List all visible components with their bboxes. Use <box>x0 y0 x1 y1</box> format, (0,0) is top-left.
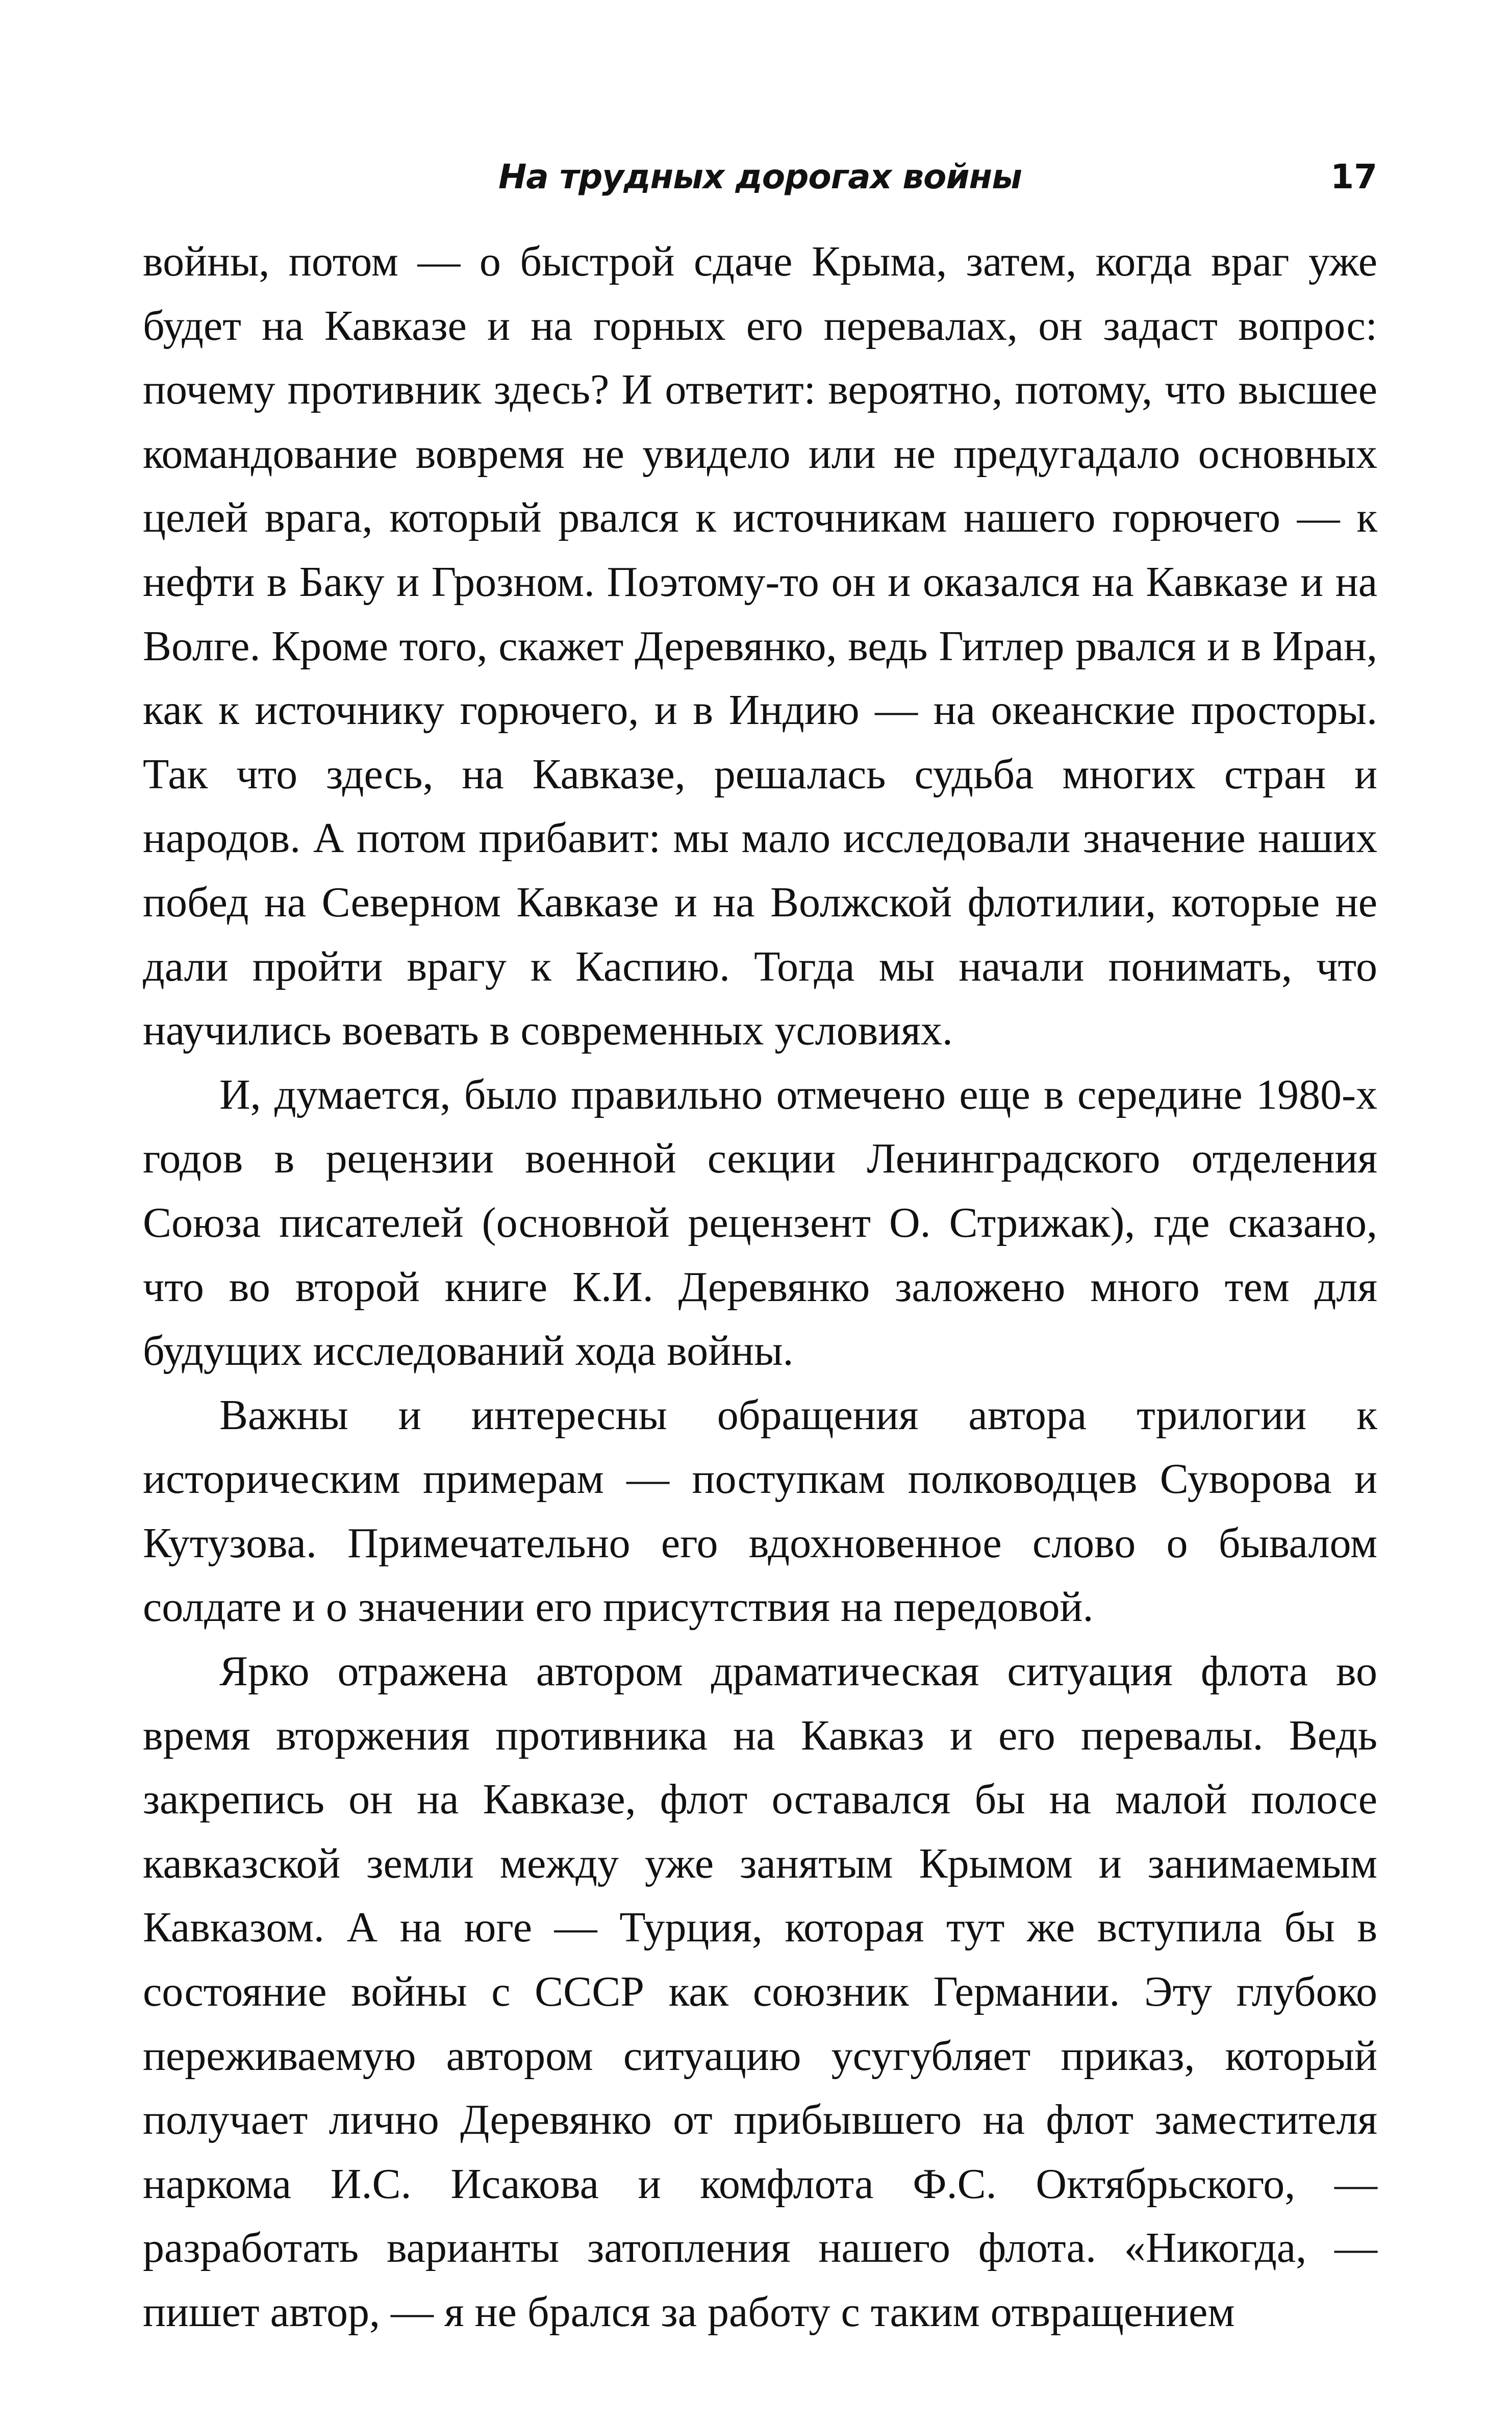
running-head <box>143 149 1377 210</box>
paragraph: Важны и интересны обращения автора трилогии к историческим примерам — поступкам полководцев Суворова и Кутузова. Примечательно его вдохновенное слово о бывалом солдате и о значении его присутствия на передовой. <box>143 1391 1377 1631</box>
paragraph: И, думается, было правильно отмечено еще в середине 1980-х годов в рецензии военной секции Ленинградского отделения Союза писателей (основной рецензент О. Стрижак), где сказано, что во второй книге К.И. Деревянко заложено много тем для будущих исследований хода войны. <box>143 1070 1377 1375</box>
body-text <box>143 230 1377 2344</box>
running-title: На трудных дорогах войны <box>498 157 1022 196</box>
paragraph: Ярко отражена автором драматическая ситуация флота во время вторжения противника на Кавказ и его перевалы. Ведь закрепись он на Кавказе, флот оставался бы на малой полосе кавказской земли между уже занятым Крымом и занимаемым Кавказом. А на юге — Турция, которая тут же вступила бы в состояние войны с СССР как союзник Германии. Эту глубоко переживаемую автором ситуацию усугубляет приказ, который получает лично Деревянко от прибывшего на флот заместителя наркома И.С. Исакова и комфлота Ф.С. Октябрьского, — разработать варианты затопления нашего флота. «Никогда, — пишет автор, — я не брался за работу с таким отвращением <box>143 1647 1377 2336</box>
paragraph-continued: войны, потом — о быстрой сдаче Крыма, затем, когда враг уже будет на Кавказе и на горных его перевалах, он задаст вопрос: почему противник здесь? И ответит: вероятно, потому, что высшее командование вовремя не увидело или не предугадало основных целей врага, который рвался к источникам нашего горючего — к нефти в Баку и Грозном. Поэтому-то он и оказался на Кавказе и на Волге. Кроме того, скажет Деревянко, ведь Гитлер рвался и в Иран, как к источнику горючего, и в Индию — на океанские просторы. Так что здесь, на Кавказе, решалась судьба многих стран и народов. А потом прибавит: мы мало исследовали значение наших побед на Северном Кавказе и на Волжской флотилии, которые не дали пройти врагу к Каспию. Тогда мы начали понимать, что научились воевать в современных условиях. <box>143 238 1377 1055</box>
page-number: 17 <box>1330 157 1377 196</box>
